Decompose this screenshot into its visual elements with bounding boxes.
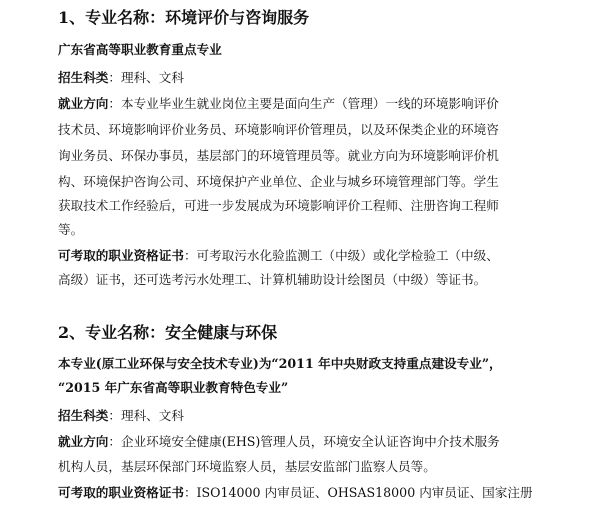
section1-cert-text-0: ：可考取污水化验监测工（中级）或化学检验工（中级、 (183, 248, 499, 263)
section1-direction-line-5: 等。 (58, 222, 84, 237)
section1-direction-line-3: 构、环境保护咨询公司、环境保护产业单位、企业与城乡环境管理部门等。学生 (58, 174, 499, 189)
section2-enroll-label: 招生科类 (58, 408, 109, 423)
section1-cert-line-0 (58, 248, 499, 264)
section2-cert-text-0: ：ISO14000 内审员证、OHSAS18000 内审员证、国家注册 (183, 485, 533, 500)
section2-subtitle-line-1: “2015 年广东省高等职业教育特色专业” (58, 380, 289, 395)
section1-direction-line-2: 询业务员、环保办事员，基层部门的环境管理员等。就业方向为环境影响评价机 (58, 148, 499, 163)
section2-direction-text-0: ：企业环境安全健康(EHS)管理人员，环境安全认证咨询中介技术服务 (108, 434, 500, 449)
section2-heading: 2、专业名称：安全健康与环保 (58, 323, 278, 342)
section1-direction-line-1: 技术员、环境影响评价业务员、环境影响评价管理员，以及环保类企业的环境咨 (58, 122, 499, 137)
section2-enroll-line (58, 408, 184, 424)
section1-enroll-label: 招生科类 (58, 70, 109, 85)
section2-direction-line-0 (58, 434, 500, 450)
section1-direction-line-4: 获取技术工作经验后，可进一步发展成为环境影响评价工程师、注册咨询工程师 (58, 198, 499, 213)
section1-enroll-value: ：理科、文科 (108, 70, 184, 85)
section1-direction-line-0 (58, 96, 499, 112)
section2-direction-label: 就业方向 (58, 434, 109, 449)
section2-cert-line-0 (58, 485, 533, 501)
section2-subtitle-line-0: 本专业(原工业环保与安全技术专业)为“2011 年中央财政支持重点建设专业”， (58, 356, 502, 371)
section1-direction-text-0: ：本专业毕业生就业岗位主要是面向生产（管理）一线的环境影响评价 (108, 96, 499, 111)
section2-direction-line-1: 机构人员，基层环保部门环境监察人员，基层安监部门监察人员等。 (58, 459, 436, 474)
section1-cert-label: 可考取的职业资格证书 (58, 248, 184, 263)
section1-direction-label: 就业方向 (58, 96, 109, 111)
section1-heading: 1、专业名称：环境评价与咨询服务 (58, 8, 310, 27)
section1-subtitle: 广东省高等职业教育重点专业 (58, 42, 222, 57)
section2-enroll-value: ：理科、文科 (108, 408, 184, 423)
section2-cert-label: 可考取的职业资格证书 (58, 485, 184, 500)
section1-enroll-line (58, 70, 184, 86)
section1-cert-line-1: 高级）证书，还可选考污水处理工、计算机辅助设计绘图员（中级）等证书。 (58, 272, 487, 287)
